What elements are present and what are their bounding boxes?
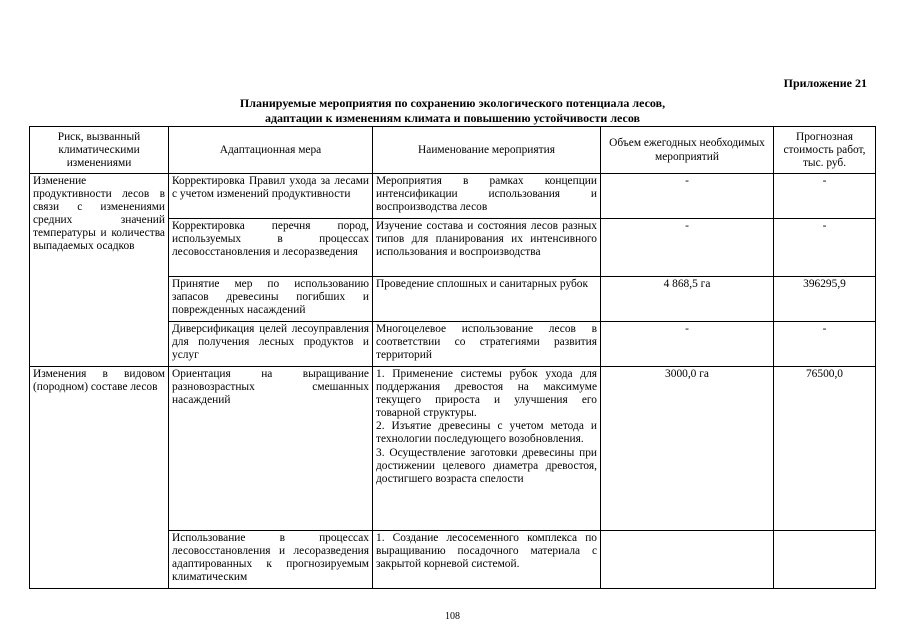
activity-cell: Проведение сплошных и санитарных рубок (373, 277, 601, 322)
risk-cell: Изменения в видовом (породном) составе лесов (30, 367, 169, 589)
document-title-line-2: адаптации к изменениям климата и повышению устойчивости лесов (264, 111, 641, 125)
volume-cell: - (601, 219, 774, 277)
activity-cell: Многоцелевое использование лесов в соответствии со стратегиями развития территорий (373, 322, 601, 367)
activity-cell (373, 531, 601, 589)
risk-cell: Изменение продуктивности лесов в связи с изменениями средних значений температуры и количества выпадаемых осадков (30, 174, 169, 367)
header-cost: Прогнозная стоимость работ, тыс. руб. (774, 127, 876, 174)
volume-cell (601, 531, 774, 589)
table-header-row (30, 127, 876, 174)
document-title-line-1: Планируемые мероприятия по сохранению экологического потенциала лесов, (239, 96, 666, 110)
activity-cell (373, 367, 601, 531)
activity-cell: Мероприятия в рамках концепции интенсификации использования и воспроизводства лесов (373, 174, 601, 219)
activity-item: 1. Создание лесосеменного комплекса по выращиванию посадочного материала с закрытой корневой системой. (376, 532, 597, 571)
activity-cell: Изучение состава и состояния лесов разных типов для планирования их интенсивного использования и воспроизводства (373, 219, 601, 277)
cost-cell: - (774, 174, 876, 219)
measure-cell: Корректировка Правил ухода за лесами с учетом изменений продуктивности (169, 174, 373, 219)
appendix-label: Приложение 21 (783, 76, 867, 90)
measure-cell: Корректировка перечня пород, используемых в процессах лесовосстановления и лесоразведения (169, 219, 373, 277)
table-row (30, 367, 876, 531)
activity-item: 1. Применение системы рубок ухода для поддержания древостоя на максимуме текущего прироста и улучшения его товарной структуры. (376, 368, 597, 420)
cost-cell: - (774, 219, 876, 277)
measures-table (29, 126, 876, 589)
cost-cell (774, 531, 876, 589)
volume-cell: 3000,0 га (601, 367, 774, 531)
activity-item: 3. Осуществление заготовки древесины при достижении целевого диаметра древостоя, достигшего возраста спелости (376, 446, 597, 485)
volume-cell: 4 868,5 га (601, 277, 774, 322)
cost-cell: - (774, 322, 876, 367)
page-number: 108 (445, 611, 460, 622)
measure-cell: Ориентация на выращивание разновозрастных смешанных насаждений (169, 367, 373, 531)
volume-cell: - (601, 322, 774, 367)
measure-cell: Диверсификация целей лесоуправления для получения лесных продуктов и услуг (169, 322, 373, 367)
activity-item: 2. Изъятие древесины с учетом метода и технологии последующего возобновления. (376, 420, 597, 446)
header-volume: Объем ежегодных необходимых мероприятий (601, 127, 774, 174)
table-row (30, 174, 876, 219)
measure-cell: Принятие мер по использованию запасов древесины погибших и поврежденных насаждений (169, 277, 373, 322)
header-activity: Наименование мероприятия (373, 127, 601, 174)
header-measure: Адаптационная мера (169, 127, 373, 174)
cost-cell: 396295,9 (774, 277, 876, 322)
volume-cell: - (601, 174, 774, 219)
cost-cell: 76500,0 (774, 367, 876, 531)
measure-cell: Использование в процессах лесовосстановления и лесоразведения адаптированных к прогнозируемым климатическим (169, 531, 373, 589)
header-risk: Риск, вызванный климатическими изменениями (30, 127, 169, 174)
